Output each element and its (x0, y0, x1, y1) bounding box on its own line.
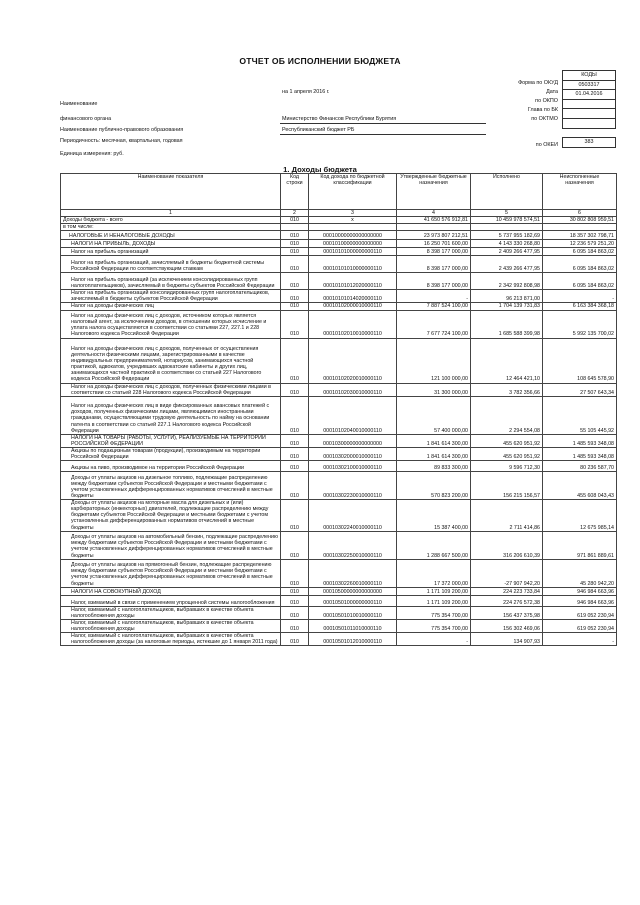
row-unexecuted (543, 224, 617, 231)
row-approved: 8 398 177 000,00 (397, 248, 471, 256)
ppo-value: Республиканский бюджет РБ (282, 127, 355, 133)
report-title: ОТЧЕТ ОБ ИСПОЛНЕНИИ БЮДЖЕТА (239, 56, 401, 66)
table-row (61, 500, 617, 531)
row-name: Налог на прибыль организаций (за исключением консолидированных групп налогоплательщиков), зачисляемый в бюджеты субъектов Российской Федерации (61, 273, 281, 290)
row-income-code: 00010102010010000110 (309, 310, 397, 338)
row-line-code: 010 (281, 273, 309, 290)
okud-label: Форма по ОКУД (518, 80, 558, 86)
row-line-code: 010 (281, 606, 309, 619)
row-name: Налог на прибыль организаций, зачисляемый в бюджеты бюджетной системы Российской Федерации по соответствующим ставкам (61, 256, 281, 273)
name-label: Наименование (60, 101, 98, 107)
row-name: Акцизы на пиво, производимое на территории Российской Федерации (61, 461, 281, 472)
row-executed: 2 439 266 477,95 (471, 256, 543, 273)
row-approved: 15 387 400,00 (397, 500, 471, 531)
row-approved: 23 973 807 212,51 (397, 231, 471, 240)
table-row (61, 472, 617, 500)
okei-label: по ОКЕИ (535, 142, 558, 148)
row-income-code: 00010102000010000110 (309, 303, 397, 310)
row-line-code: 010 (281, 619, 309, 632)
fin-organ-underline (280, 123, 486, 124)
row-line-code: 010 (281, 248, 309, 256)
table-row (61, 434, 617, 447)
row-name: Доходы от уплаты акцизов на прямогонный бензин, подлежащие распределению между бюджетами субъектов Российской Федерации и местными бюджетами с учетом установленных дифференцированных нормативов отчислений в местные бюджеты (61, 559, 281, 587)
row-approved: 570 823 200,00 (397, 472, 471, 500)
row-executed: 3 782 356,66 (471, 383, 543, 396)
row-approved: 8 398 177 000,00 (397, 256, 471, 273)
row-name: Налог, взимаемый с налогоплательщиков, выбравших в качестве объекта налогообложения доходы (61, 619, 281, 632)
ppo-label: Наименование публично-правового образования (60, 127, 184, 133)
row-approved: 8 398 177 000,00 (397, 273, 471, 290)
row-executed: 12 464 421,10 (471, 338, 543, 383)
row-unexecuted: 619 052 230,94 (543, 606, 617, 619)
row-unexecuted: - (543, 290, 617, 303)
row-income-code: 00010302250010000110 (309, 531, 397, 559)
table-row (61, 383, 617, 396)
row-line-code: 010 (281, 632, 309, 645)
row-unexecuted: 946 984 663,96 (543, 587, 617, 595)
table-row (61, 240, 617, 248)
col-index: 4 (397, 210, 471, 217)
row-name: Налог на доходы физических лиц с доходов, источником которых является налоговый агент, за исключением доходов, в отношении которых исчисление и уплата налога осуществляются в соответствии со статьями 227, 227.1 и 228 Налогового кодекса Российской Федерации (61, 310, 281, 338)
row-approved: - (397, 632, 471, 645)
row-income-code: 00010501012010000110 (309, 632, 397, 645)
row-income-code: 00010302100010000110 (309, 461, 397, 472)
col-unexecuted-header: Неисполненные назначения (543, 174, 617, 210)
row-unexecuted: 108 645 578,90 (543, 338, 617, 383)
table-row (61, 595, 617, 606)
table-row (61, 619, 617, 632)
col-index: 6 (543, 210, 617, 217)
row-name: НАЛОГИ НА ТОВАРЫ (РАБОТЫ, УСЛУГИ), РЕАЛИЗУЕМЫЕ НА ТЕРРИТОРИИ РОССИЙСКОЙ ФЕДЕРАЦИИ (61, 434, 281, 447)
oktmo-code (562, 119, 616, 129)
row-executed: -27 907 942,20 (471, 559, 543, 587)
row-approved: 121 100 000,00 (397, 338, 471, 383)
row-unexecuted: 6 163 384 368,18 (543, 303, 617, 310)
table-row (61, 461, 617, 472)
report-date: на 1 апреля 2016 г. (282, 89, 330, 95)
row-approved: 7 887 524 100,00 (397, 303, 471, 310)
row-name: НАЛОГИ НА СОВОКУПНЫЙ ДОХОД (61, 587, 281, 595)
table-row (61, 338, 617, 383)
col-index: 5 (471, 210, 543, 217)
row-name: Доходы бюджета - всего (61, 217, 281, 224)
row-income-code: 00010102020010000110 (309, 338, 397, 383)
okud-code: 0503317 (562, 81, 616, 91)
row-unexecuted: 455 608 043,43 (543, 472, 617, 500)
row-line-code: 010 (281, 383, 309, 396)
row-approved (397, 224, 471, 231)
row-name: НАЛОГОВЫЕ И НЕНАЛОГОВЫЕ ДОХОДЫ (61, 231, 281, 240)
row-line-code: 010 (281, 531, 309, 559)
row-executed: 1 704 139 731,83 (471, 303, 543, 310)
codes-column (562, 70, 616, 148)
row-approved: 7 677 724 100,00 (397, 310, 471, 338)
income-table (60, 173, 617, 646)
row-executed: 2 409 266 477,95 (471, 248, 543, 256)
row-income-code: 00010101014020000110 (309, 290, 397, 303)
row-name: Доходы от уплаты акцизов на автомобильный бензин, подлежащие распределению между бюджетами субъектов Российской Федерации и местными бюджетами с учетом установленных дифференцированных нормативов отчислений в местные бюджеты (61, 531, 281, 559)
row-income-code: 00010302230010000110 (309, 472, 397, 500)
row-line-code: 010 (281, 595, 309, 606)
row-unexecuted: 45 280 942,20 (543, 559, 617, 587)
table-row (61, 248, 617, 256)
row-income-code: 00010101012020000110 (309, 273, 397, 290)
col-line-header: Код строки (281, 174, 309, 210)
row-executed: 2 294 554,08 (471, 396, 543, 434)
row-unexecuted: 30 802 808 959,51 (543, 217, 617, 224)
table-row (61, 224, 617, 231)
col-approved-header: Утвержденные бюджетные назначения (397, 174, 471, 210)
row-executed: 316 206 610,39 (471, 531, 543, 559)
row-executed: 134 907,93 (471, 632, 543, 645)
okpo-label: по ОКПО (535, 98, 558, 104)
row-income-code: 00010500000000000000 (309, 587, 397, 595)
row-executed: 156 215 156,57 (471, 472, 543, 500)
row-approved: 1 288 667 500,00 (397, 531, 471, 559)
row-unexecuted: 80 236 587,70 (543, 461, 617, 472)
bk-label: Глава по БК (527, 107, 558, 113)
row-line-code: 010 (281, 559, 309, 587)
row-line-code: 010 (281, 217, 309, 224)
row-approved: 31 300 000,00 (397, 383, 471, 396)
col-executed-header: Исполнено (471, 174, 543, 210)
row-approved: 1 841 614 300,00 (397, 434, 471, 447)
row-executed: 2 711 414,86 (471, 500, 543, 531)
row-income-code: 00010101000000000110 (309, 248, 397, 256)
row-unexecuted: 18 357 302 798,71 (543, 231, 617, 240)
row-income-code: 00010300000000000000 (309, 434, 397, 447)
row-executed: 9 596 712,30 (471, 461, 543, 472)
row-unexecuted: 12 675 985,14 (543, 500, 617, 531)
row-unexecuted: 27 507 643,34 (543, 383, 617, 396)
row-name: Налог на доходы физических лиц с доходов, полученных физическими лицами в соответствии со статьей 228 Налогового кодекса Российской Федерации (61, 383, 281, 396)
row-executed: 224 223 733,84 (471, 587, 543, 595)
row-line-code: 010 (281, 434, 309, 447)
row-approved: 41 650 576 912,81 (397, 217, 471, 224)
row-name: Налог на прибыль организаций консолидированных групп налогоплательщиков, зачисляемый в бюджеты субъектов Российской Федерации (61, 290, 281, 303)
row-line-code: 010 (281, 500, 309, 531)
row-income-code: 00010501010010000110 (309, 606, 397, 619)
table-row (61, 310, 617, 338)
table-row (61, 231, 617, 240)
row-income-code: 00010302240010000110 (309, 500, 397, 531)
row-income-code: 00010102030010000110 (309, 383, 397, 396)
row-approved: 57 400 000,00 (397, 396, 471, 434)
table-row (61, 587, 617, 595)
row-executed: 156 437 375,98 (471, 606, 543, 619)
row-approved: 775 354 700,00 (397, 606, 471, 619)
ppo-underline (280, 134, 486, 135)
row-executed: 1 685 588 399,98 (471, 310, 543, 338)
row-name: Налог, взимаемый с налогоплательщиков, выбравших в качестве объекта налогообложения доходы (за налоговые периоды, истекшие до 1 января 2011 года) (61, 632, 281, 645)
col-code-header: Код дохода по бюджетной классификации (309, 174, 397, 210)
row-unexecuted: 619 052 230,94 (543, 619, 617, 632)
row-executed: 455 620 951,92 (471, 447, 543, 460)
row-name: Налог на доходы физических лиц с доходов, полученных от осуществления деятельности физическими лицами, зарегистрированными в качестве индивидуальных предпринимателей, нотариусов, занимающихся частной практикой, адвокатов, учредивших адвокатские кабинеты и других лиц, занимающихся частной практикой в соответствии со статьей 227 Налогового кодекса Российской Федерации (61, 338, 281, 383)
col-index: 2 (281, 210, 309, 217)
row-unexecuted: 6 095 184 863,02 (543, 256, 617, 273)
row-line-code: 010 (281, 231, 309, 240)
row-line-code (281, 224, 309, 231)
row-line-code: 010 (281, 587, 309, 595)
row-name: Налог на доходы физических лиц в виде фиксированных авансовых платежей с доходов, полученных физическими лицами, являющимися иностранными гражданами, осуществляющими трудовую деятельность по найму на основании патента в соответствии со статьей 227.1 Налогового кодекса Российской Федерации (61, 396, 281, 434)
table-row (61, 396, 617, 434)
row-approved: 16 250 701 600,00 (397, 240, 471, 248)
row-executed: 455 620 951,92 (471, 434, 543, 447)
row-income-code: 00010501011010000110 (309, 619, 397, 632)
table-row (61, 531, 617, 559)
table-row (61, 290, 617, 303)
table-row (61, 217, 617, 224)
row-approved: 1 841 614 300,00 (397, 447, 471, 460)
row-unexecuted: 55 105 445,92 (543, 396, 617, 434)
row-income-code: 00010501000000000110 (309, 595, 397, 606)
row-name: Доходы от уплаты акцизов на дизельное топливо, подлежащие распределению между бюджетами субъектов Российской Федерации и местными бюджетами с учетом установленных дифференцированных нормативов отчислений в местные бюджеты (61, 472, 281, 500)
row-unexecuted: 1 485 593 348,08 (543, 434, 617, 447)
row-income-code: 00010100000000000000 (309, 240, 397, 248)
row-executed: 4 143 330 268,80 (471, 240, 543, 248)
col-name-header: Наименование показателя (61, 174, 281, 210)
row-income-code: 00010101010000000110 (309, 256, 397, 273)
date-code: 01.04.2016 (562, 90, 616, 100)
row-income-code: 00010102040010000110 (309, 396, 397, 434)
oktmo-label: по ОКТМО (531, 116, 558, 122)
row-name: Налог, взимаемый с налогоплательщиков, выбравших в качестве объекта налогообложения доходы (61, 606, 281, 619)
table-row (61, 273, 617, 290)
row-name: Акцизы по подакцизным товарам (продукции), производимым на территории Российской Федерации (61, 447, 281, 460)
row-unexecuted: - (543, 632, 617, 645)
fin-organ-value: Министерство Финансов Республики Бурятия (282, 116, 397, 122)
okei-code: 383 (562, 138, 616, 148)
row-name: Налог на доходы физических лиц (61, 303, 281, 310)
row-line-code: 010 (281, 240, 309, 248)
row-line-code: 010 (281, 303, 309, 310)
row-income-code (309, 224, 397, 231)
row-approved: 89 833 300,00 (397, 461, 471, 472)
table-row (61, 606, 617, 619)
row-executed (471, 224, 543, 231)
period-label: Периодичность: месячная, квартальная, годовая (60, 138, 183, 144)
unit-label: Единица измерения: руб. (60, 151, 124, 157)
row-unexecuted: 12 236 579 251,20 (543, 240, 617, 248)
row-executed: 5 737 955 182,69 (471, 231, 543, 240)
row-unexecuted: 1 485 593 348,08 (543, 447, 617, 460)
row-name: Налог на прибыль организаций (61, 248, 281, 256)
row-approved: 1 171 109 200,00 (397, 587, 471, 595)
row-approved: 775 354 700,00 (397, 619, 471, 632)
row-name: в том числе: (61, 224, 281, 231)
row-line-code: 010 (281, 461, 309, 472)
table-row (61, 559, 617, 587)
row-unexecuted: 6 095 184 863,02 (543, 248, 617, 256)
row-approved: 1 171 109 200,00 (397, 595, 471, 606)
col-index: 3 (309, 210, 397, 217)
row-income-code: x (309, 217, 397, 224)
table-row (61, 632, 617, 645)
row-unexecuted: 946 984 663,96 (543, 595, 617, 606)
row-unexecuted: 971 861 889,61 (543, 531, 617, 559)
row-line-code: 010 (281, 396, 309, 434)
table-row (61, 256, 617, 273)
row-approved: - (397, 290, 471, 303)
row-unexecuted: 6 095 184 863,02 (543, 273, 617, 290)
codes-header: КОДЫ (562, 70, 616, 81)
row-name: Доходы от уплаты акцизов на моторные масла для дизельных и (или) карбюраторных (инжекторных) двигателей, подлежащие распределению между бюджетами субъектов Российской Федерации и местными бюджетами с учетом установленных дифференцированных нормативов отчислений в местные бюджеты (61, 500, 281, 531)
date-label: Дата (546, 89, 558, 95)
row-line-code: 010 (281, 256, 309, 273)
row-executed: 156 302 469,06 (471, 619, 543, 632)
row-executed: 96 213 871,00 (471, 290, 543, 303)
bk-code (562, 109, 616, 119)
row-line-code: 010 (281, 447, 309, 460)
row-name: НАЛОГИ НА ПРИБЫЛЬ, ДОХОДЫ (61, 240, 281, 248)
section-title: 1. Доходы бюджета (283, 165, 357, 174)
row-approved: 17 372 000,00 (397, 559, 471, 587)
row-line-code: 010 (281, 310, 309, 338)
row-line-code: 010 (281, 290, 309, 303)
fin-organ-label: финансового органа (60, 116, 112, 122)
row-executed: 10 459 978 574,51 (471, 217, 543, 224)
row-income-code: 00010000000000000000 (309, 231, 397, 240)
row-line-code: 010 (281, 338, 309, 383)
table-row (61, 447, 617, 460)
row-executed: 2 342 992 808,98 (471, 273, 543, 290)
table-row (61, 303, 617, 310)
col-index: 1 (61, 210, 281, 217)
row-income-code: 00010302260010000110 (309, 559, 397, 587)
row-income-code: 00010302000010000110 (309, 447, 397, 460)
row-line-code: 010 (281, 472, 309, 500)
codes-spacer (562, 129, 616, 139)
row-executed: 224 276 572,38 (471, 595, 543, 606)
table-body (61, 217, 617, 646)
row-unexecuted: 5 992 135 700,02 (543, 310, 617, 338)
okpo-code (562, 100, 616, 110)
row-name: Налог, взимаемый в связи с применением упрощенной системы налогообложения (61, 595, 281, 606)
